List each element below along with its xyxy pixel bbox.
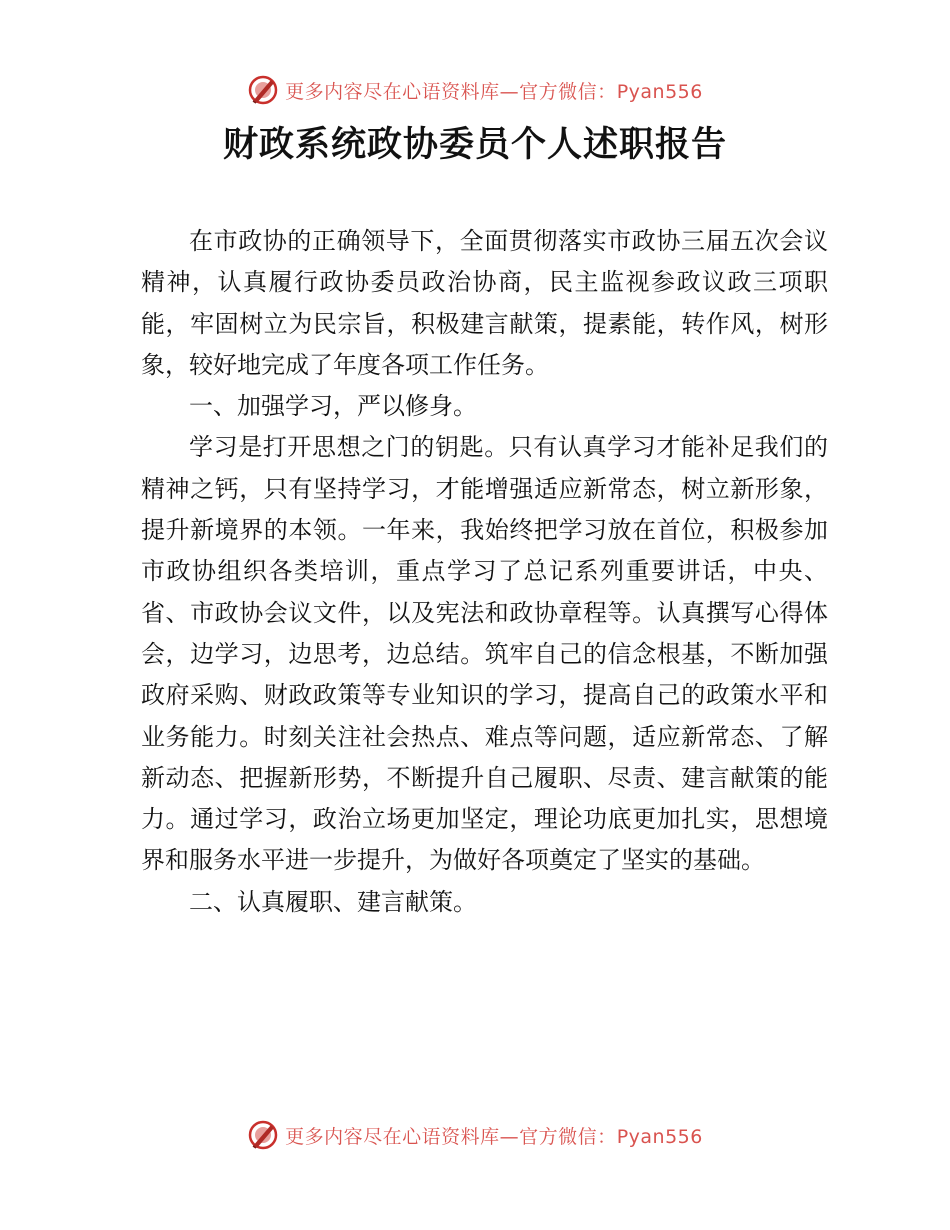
document-body	[141, 221, 828, 923]
footer-banner	[0, 1115, 950, 1155]
header-banner	[0, 70, 950, 110]
banner-wechat-id: Pyan556	[616, 1125, 703, 1148]
banner-text	[285, 77, 703, 104]
banner-wechat-label: 官方微信：	[519, 1125, 617, 1148]
banner-separator: —	[499, 80, 520, 103]
section-heading-1: 一、加强学习，严以修身。	[189, 392, 477, 421]
banner-wechat-label: 官方微信：	[519, 80, 617, 103]
banner-main-text: 更多内容尽在心语资料库	[285, 1125, 500, 1148]
paragraph-intro: 在市政协的正确领导下，全面贯彻落实市政协三届五次会议精神，认真履行政协委员政治协商，民主监视参政议政三项职能，牢固树立为民宗旨，积极建言献策，提素能，转作风，树形象，较好地完成了年度各项工作任务。	[141, 227, 828, 379]
document-title: 财政系统政协委员个人述职报告	[222, 124, 727, 165]
banner-main-text: 更多内容尽在心语资料库	[285, 80, 500, 103]
quill-pen-logo-icon	[247, 74, 279, 106]
section-heading-2: 二、认真履职、建言献策。	[189, 887, 477, 916]
paragraph-study: 学习是打开思想之门的钥匙。只有认真学习才能补足我们的精神之钙，只有坚持学习，才能增强适应新常态，树立新形象，提升新境界的本领。一年来，我始终把学习放在首位，积极参加市政协组织各类培训，重点学习了总记系列重要讲话，中央、省、市政协会议文件，以及宪法和政协章程等。认真撰写心得体会，边学习，边思考，边总结。筑牢自己的信念根基，不断加强政府采购、财政政策等专业知识的学习，提高自己的政策水平和业务能力。时刻关注社会热点、难点等问题，适应新常态、了解新动态、把握新形势，不断提升自己履职、尽责、建言献策的能力。通过学习，政治立场更加坚定，理论功底更加扎实，思想境界和服务水平进一步提升，为做好各项奠定了坚实的基础。	[141, 433, 828, 875]
banner-wechat-id: Pyan556	[616, 80, 703, 103]
banner-text	[285, 1122, 703, 1149]
quill-pen-logo-icon	[247, 1119, 279, 1151]
banner-separator: —	[499, 1125, 520, 1148]
